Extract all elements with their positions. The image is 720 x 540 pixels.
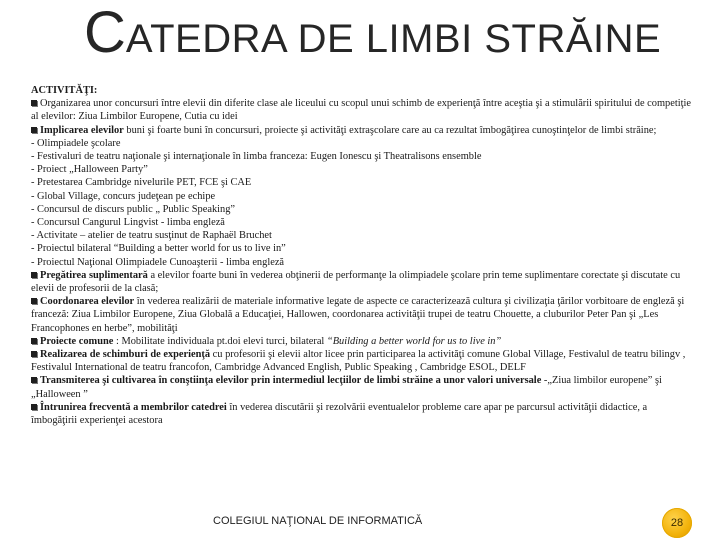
item-text: - Pretestarea Cambridge nivelurile PET, FCE şi CAE — [31, 177, 252, 189]
square-bullet-icon — [31, 100, 37, 106]
bullet-item — [31, 348, 695, 374]
item-text: cu profesorii şi elevii altor licee prin participarea la activităţi comune Global Village, Festivalul de teatru bilingv , Festivalul International de teatru francofon, Cambridge Advanced English, Public Speaking , Cambridge ESOL, DELF — [31, 349, 686, 374]
bullet-bold-text: Implicarea elevilor — [40, 124, 124, 136]
item-text: a elevilor foarte buni în vederea obţinerii de performanţe la olimpiadele şcolare prin teme suplimentare corectate şi discutate cu elevii de profesorii de la clasă; — [31, 269, 681, 295]
item-text: în vederea realizării de materiale informative legate de aspecte ce caracterizează cultura şi civilizaţia ţărilor vorbitoare de engleză şi franceză: Ziua Limbilor Europene, Ziua Globală a Educaţiei, Hallowen, coordonarea activităţii trupei de teatru Chouette, a cluburilor Peter Pan şi „Les Francophones en herbe”, mobilităţi — [31, 296, 685, 334]
page-number: 28 — [670, 517, 684, 529]
page-number-badge — [662, 508, 692, 538]
item-text: - Activitate – atelier de teatru susţinut de Raphaël Bruchet — [31, 230, 272, 242]
item-text: : Mobilitate individuala pt.doi elevi turci, bilateral — [113, 335, 327, 347]
dash-item — [31, 176, 695, 189]
square-bullet-icon — [31, 127, 37, 133]
dash-item — [31, 203, 695, 216]
square-bullet-icon — [31, 351, 37, 357]
activities-content — [31, 84, 695, 427]
item-text: - Olimpiadele şcolare — [31, 137, 121, 149]
dash-item — [31, 163, 695, 176]
dash-item — [31, 216, 695, 229]
bullet-bold-text: Întrunirea frecventă a membrilor catedrei — [40, 401, 227, 413]
item-text: în vederea discutării şi rezolvării eventualelor probleme care apar pe parcursul activităţii didactice, a îmbogăţirii experienţei acestora — [31, 401, 648, 427]
bullet-item — [31, 97, 695, 123]
bullet-bold-text: Pregătirea suplimentară — [40, 269, 148, 281]
square-bullet-icon — [31, 377, 37, 383]
bullet-item — [31, 269, 695, 295]
footer-school-name: COLEGIUL NAŢIONAL DE INFORMATICĂ — [213, 515, 423, 527]
slide-title — [84, 0, 662, 65]
bullet-bold-text: Proiecte comune — [40, 335, 114, 347]
bullet-bold-text: Realizarea de schimburi de experienţă — [40, 349, 211, 361]
bullet-bold-text: Coordonarea elevilor — [40, 296, 135, 308]
square-bullet-icon — [31, 272, 37, 278]
item-text: -„Ziua limbilor europene” şi „Halloween ” — [31, 375, 662, 400]
item-text: - Concursul Cangurul Lingvist - limba engleză — [31, 217, 225, 229]
dash-item — [31, 242, 695, 255]
item-text: - Proiectul Naţional Olimpiadele Cunoaşterii - limba engleză — [31, 256, 285, 268]
bullet-item — [31, 295, 695, 335]
section-heading: ACTIVITĂŢI: — [31, 85, 98, 96]
item-text: - Global Village, concurs judeţean pe echipe — [31, 190, 216, 202]
bullet-item — [31, 401, 695, 427]
square-bullet-icon — [31, 404, 37, 410]
dash-item — [31, 190, 695, 203]
bullet-item — [31, 124, 695, 137]
slide-title-rest: ATEDRA DE LIMBI STRĂINE — [125, 17, 662, 61]
item-text: - Proiect „Halloween Party” — [31, 164, 148, 176]
item-text: Organizarea unor concursuri între elevii din diferite clase ale liceului cu scopul unui schimb de experienţă între aceştia şi a stimulării spiritului de competiţie al elevilor: Ziua Limbilor Europene, Cutia cu idei — [31, 98, 692, 123]
item-text: - Festivaluri de teatru naţionale şi internaţionale în limba franceza: Eugen Ionescu şi Theatralisons ensemble — [31, 151, 482, 163]
item-text: buni şi foarte buni în concursuri, proiecte şi activităţi extraşcolare care au ca rezultat îmbogăţirea cunoştinţelor de limbi străine; — [123, 124, 657, 136]
square-bullet-icon — [31, 338, 37, 344]
bullet-item — [31, 374, 695, 400]
item-text: - Concursul de discurs public „ Public Speaking” — [31, 203, 236, 215]
bullet-bold-text: Transmiterea şi cultivarea în conştiinţa elevilor prin intermediul lecţiilor de limbi străine a unor valori universale — [40, 375, 542, 387]
square-bullet-icon — [31, 298, 37, 304]
dash-item — [31, 137, 695, 150]
dash-item — [31, 256, 695, 269]
dash-item — [31, 150, 695, 163]
slide-title-initial: C — [84, 0, 126, 65]
bullet-item — [31, 335, 695, 348]
item-text: - Proiectul bilateral “Building a better world for us to live in” — [31, 243, 286, 255]
activities-list — [31, 97, 695, 427]
item-italic-text: “Building a better world for us to live in” — [326, 335, 502, 347]
dash-item — [31, 229, 695, 242]
